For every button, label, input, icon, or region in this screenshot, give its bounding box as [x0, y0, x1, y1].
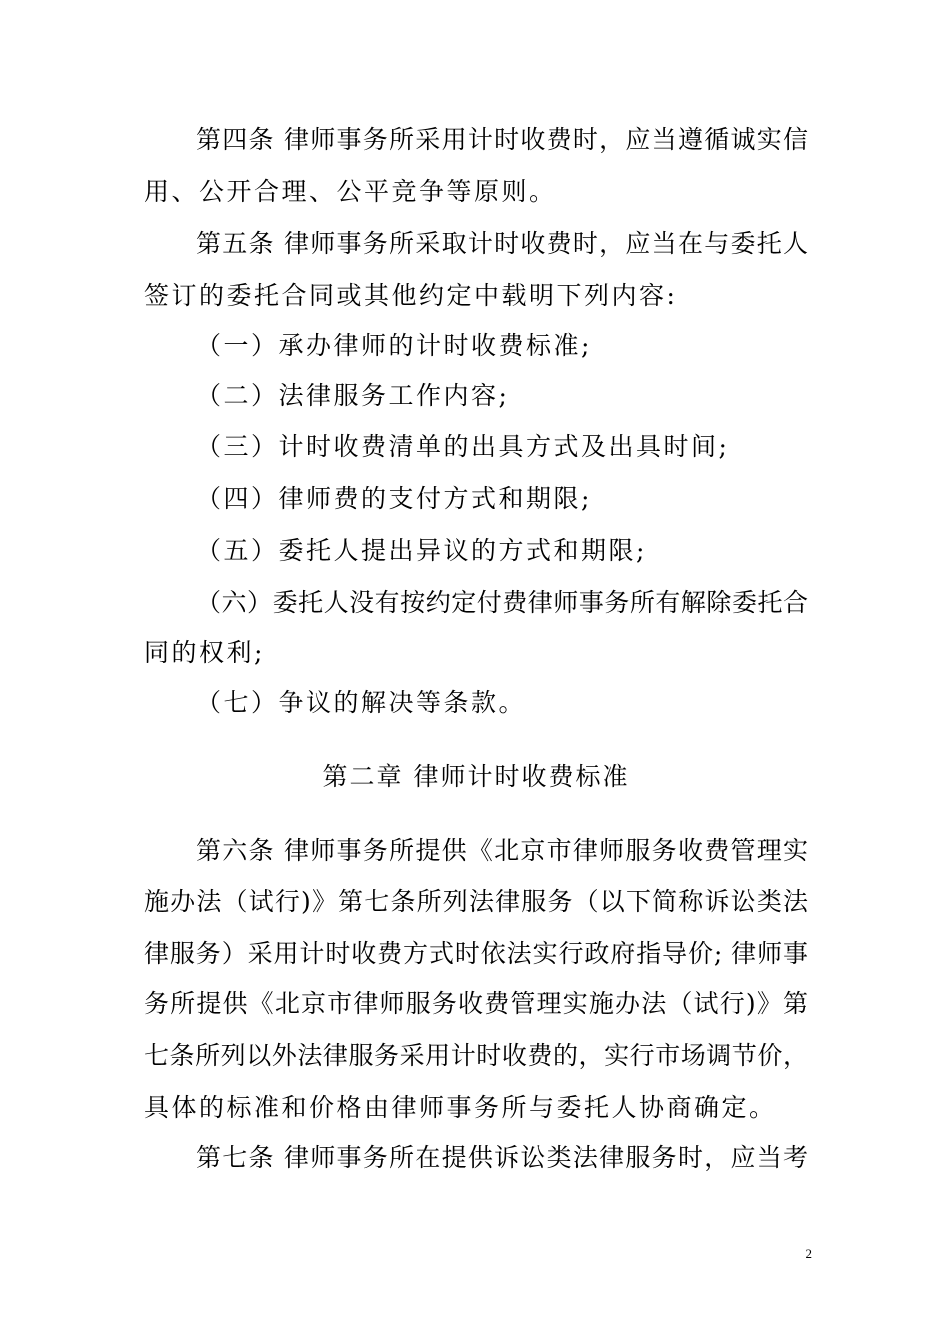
list-item-2: （二）法律服务工作内容;: [196, 381, 510, 410]
article-6-line-3: 律服务）采用计时收费方式时依法实行政府指导价; 律师事: [144, 939, 808, 968]
article-5-line-1: 第五条 律师事务所采取计时收费时，应当在与委托人: [196, 229, 808, 258]
list-item-1: （一）承办律师的计时收费标准;: [196, 331, 592, 360]
list-item-7: （七）争议的解决等条款。: [196, 688, 527, 717]
article-7-line-1: 第七条 律师事务所在提供诉讼类法律服务时，应当考: [196, 1143, 808, 1172]
article-6-line-1: 第六条 律师事务所提供《北京市律师服务收费管理实: [196, 836, 808, 865]
article-4-line-2: 用、公开合理、公平竞争等原则。: [144, 177, 557, 206]
chapter-heading: 第二章 律师计时收费标准: [322, 762, 630, 791]
article-6-line-4: 务所提供《北京市律师服务收费管理实施办法（试行)》第: [144, 989, 808, 1018]
article-6-line-5: 七条所列以外法律服务采用计时收费的，实行市场调节价，: [144, 1041, 808, 1070]
page-number: 2: [805, 1246, 812, 1261]
article-6-line-6: 具体的标准和价格由律师事务所与委托人协商确定。: [144, 1093, 777, 1122]
article-5-line-2: 签订的委托合同或其他约定中载明下列内容:: [144, 281, 678, 310]
article-6-line-2: 施办法（试行)》第七条所列法律服务（以下简称诉讼类法: [144, 887, 808, 916]
list-item-4: （四）律师费的支付方式和期限;: [196, 484, 592, 513]
list-item-6-line-1: （六）委托人没有按约定付费律师事务所有解除委托合: [196, 588, 808, 617]
article-4-line-1: 第四条 律师事务所采用计时收费时，应当遵循诚实信: [196, 125, 808, 154]
list-item-5: （五）委托人提出异议的方式和期限;: [196, 536, 647, 565]
list-item-6-line-2: 同的权利;: [144, 638, 265, 667]
list-item-3: （三）计时收费清单的出具方式及出具时间;: [196, 432, 730, 461]
